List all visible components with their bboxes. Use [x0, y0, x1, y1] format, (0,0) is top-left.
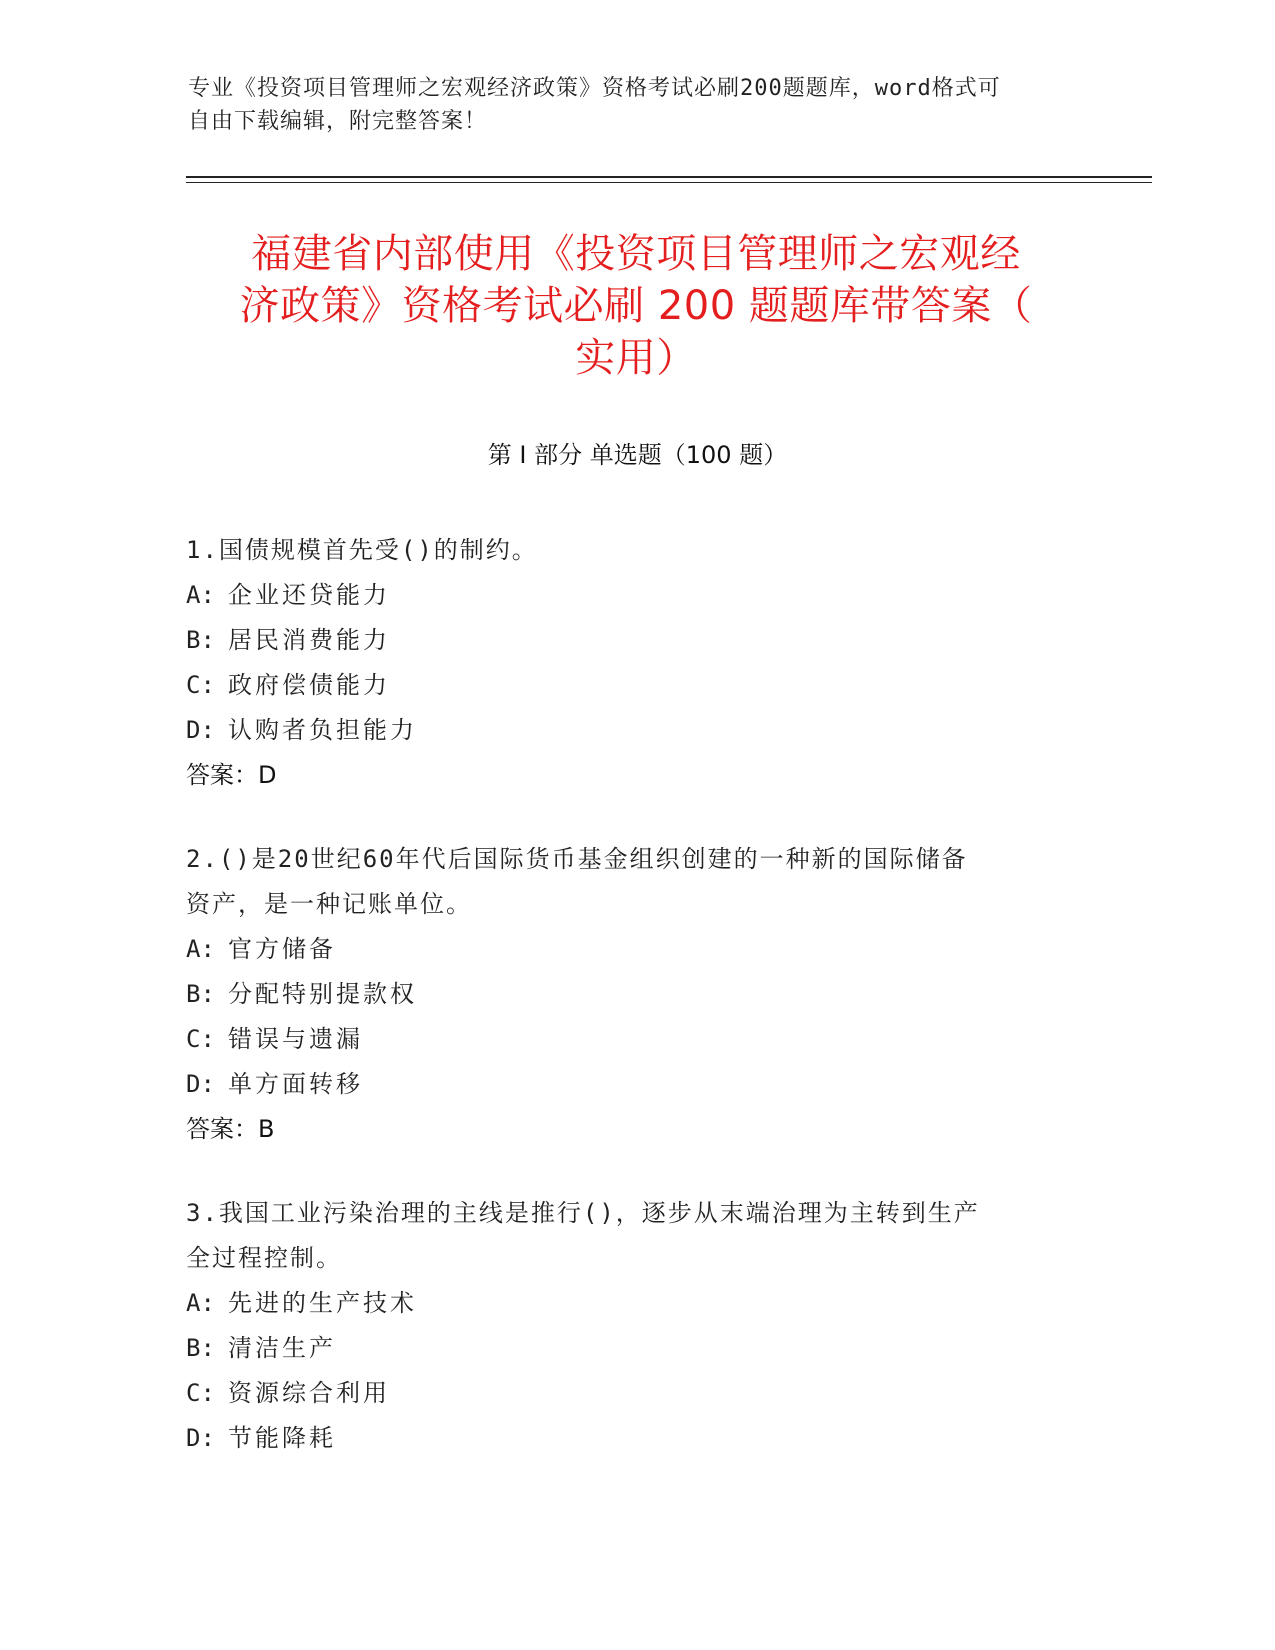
- question-1-answer: 答案：D: [186, 761, 277, 789]
- option-text: 官方储备: [228, 935, 336, 963]
- question-2-answer: 答案：B: [186, 1115, 275, 1143]
- question-2-stem-line-2: 资产，是一种记账单位。: [186, 890, 472, 918]
- option-text: 错误与遗漏: [228, 1025, 363, 1053]
- option-letter: D:: [186, 716, 215, 744]
- question-2-option-c: [186, 1017, 1066, 1062]
- header-note-line-1: 专业《投资项目管理师之宏观经济政策》资格考试必刷200题题库，word格式可: [188, 76, 1001, 101]
- option-letter: B:: [186, 626, 215, 654]
- header-divider-thick: [186, 176, 1152, 178]
- document-title-line-1: 福建省内部使用《投资项目管理师之宏观经: [251, 231, 1021, 277]
- option-text: 认购者负担能力: [228, 716, 417, 744]
- option-text: 分配特别提款权: [228, 980, 417, 1008]
- option-letter: A:: [186, 1289, 215, 1317]
- option-letter: B:: [186, 1334, 215, 1362]
- document-title-line-2: 济政策》资格考试必刷 200 题题库带答案（: [239, 283, 1033, 329]
- option-text: 居民消费能力: [228, 626, 390, 654]
- option-letter: D:: [186, 1424, 215, 1452]
- question-3-stem-line-1: 3.我国工业污染治理的主线是推行()，逐步从末端治理为主转到生产: [186, 1199, 980, 1227]
- document-title: [196, 228, 1076, 384]
- header-note: [188, 72, 1068, 138]
- question-3-stem-line-2: 全过程控制。: [186, 1244, 342, 1272]
- option-text: 节能降耗: [228, 1424, 336, 1452]
- question-3: [186, 1191, 1066, 1461]
- question-2: [186, 837, 1066, 1152]
- option-text: 清洁生产: [228, 1334, 336, 1362]
- question-1: [186, 528, 1066, 798]
- question-2-stem-line-1: 2.()是20世纪60年代后国际货币基金组织创建的一种新的国际储备: [186, 845, 968, 873]
- section-title: 第 I 部分 单选题（100 题）: [487, 441, 788, 469]
- header-note-line-2: 自由下载编辑，附完整答案！: [188, 109, 488, 134]
- option-letter: C:: [186, 671, 215, 699]
- question-1-option-c: [186, 663, 1066, 708]
- option-letter: A:: [186, 935, 215, 963]
- question-1-option-d: [186, 708, 1066, 753]
- option-letter: D:: [186, 1070, 215, 1098]
- question-1-option-b: [186, 618, 1066, 663]
- option-text: 政府偿债能力: [228, 671, 390, 699]
- option-text: 单方面转移: [228, 1070, 363, 1098]
- option-text: 资源综合利用: [228, 1379, 390, 1407]
- question-3-option-c: [186, 1371, 1066, 1416]
- question-2-option-b: [186, 972, 1066, 1017]
- question-2-option-a: [186, 927, 1066, 972]
- option-letter: C:: [186, 1379, 215, 1407]
- question-3-option-d: [186, 1416, 1066, 1461]
- option-text: 企业还贷能力: [228, 581, 390, 609]
- question-list: [186, 528, 1066, 1500]
- option-letter: C:: [186, 1025, 215, 1053]
- header-divider-thin: [186, 182, 1152, 183]
- question-3-option-a: [186, 1281, 1066, 1326]
- document-title-line-3: 实用）: [575, 335, 697, 381]
- question-2-option-d: [186, 1062, 1066, 1107]
- option-letter: A:: [186, 581, 215, 609]
- question-1-option-a: [186, 573, 1066, 618]
- question-1-stem: 1.国债规模首先受()的制约。: [186, 536, 538, 564]
- question-3-option-b: [186, 1326, 1066, 1371]
- option-text: 先进的生产技术: [228, 1289, 417, 1317]
- option-letter: B:: [186, 980, 215, 1008]
